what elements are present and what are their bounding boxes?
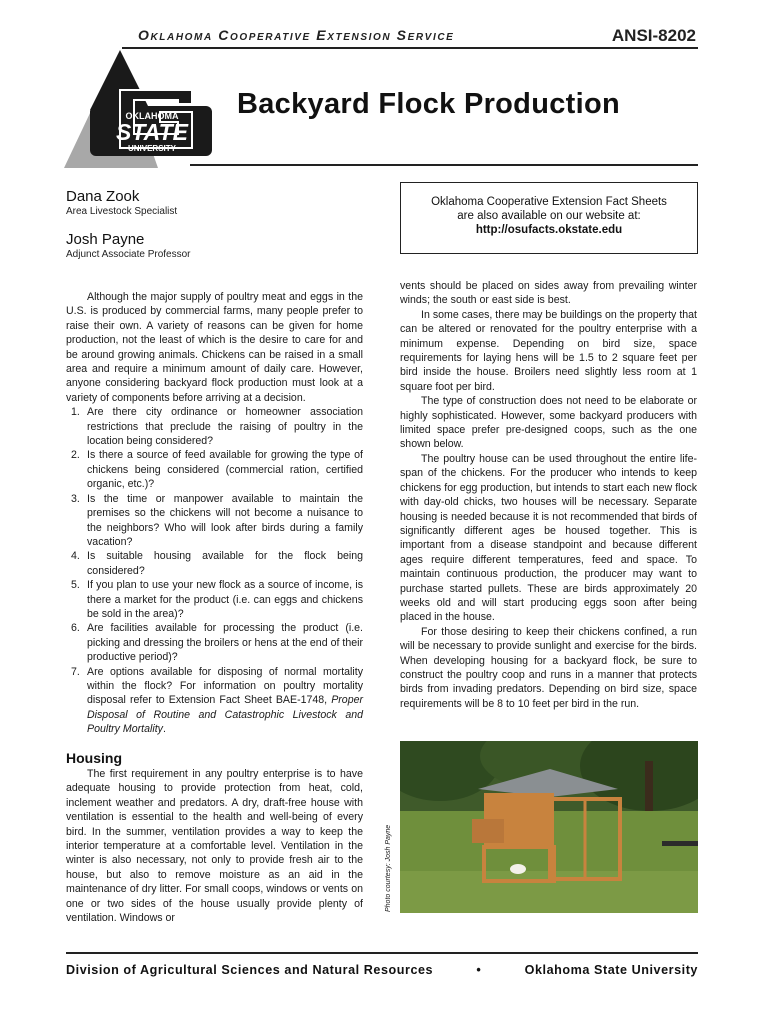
logo-bottom-text: UNIVERSITY (127, 144, 177, 153)
list-item-text: If you plan to use your new flock as a source of income, is there a market for the product (i.e. can eggs and chickens be sold in the area)? (87, 579, 363, 620)
photo-coop-nest-box (472, 819, 504, 843)
body-paragraph: The poultry house can be used throughout the entire life-span of the chickens. For the producer who intends to keep chickens for egg production, but intends to start each new flock with day-old chicks, two houses will be necessary. Separate housing is needed because it is not recommended that birds of significantly different ages be housed together. This is important from a disease standpoint and because different ages require different temperatures, feed and space. To maintain continuous production, the producer may want to purchase started pullets. These are birds approximately 20 weeks old and will start producing eggs soon after being placed in the house. (400, 452, 697, 624)
body-paragraph: The type of construction does not need to be elaborate or highly sophisticated. However, some backyard producers with limited space prefer pre-designed coops, such as the one shown below. (400, 395, 697, 451)
author-role: Area Livestock Specialist (66, 206, 178, 217)
logo-middle-text: STATE (116, 119, 188, 145)
page-title: Backyard Flock Production (237, 88, 620, 120)
author-name: Dana Zook (66, 188, 140, 205)
list-item (66, 621, 363, 664)
photo-picnic-table (662, 841, 698, 846)
intro-paragraph: Although the major supply of poultry meat and eggs in the U.S. is produced by commercial farms, many people prefer to raise their own. A variety of reasons can be given for home production, not the least of which is the desire to care for and be around growing animals. Chickens can be raised in a small area and require a minimum amount of daily care. However, anyone considering backyard flock production must look at a variety of components before arriving at a decision. (66, 291, 363, 404)
left-column (66, 290, 363, 925)
body-paragraph: In some cases, there may be buildings on the property that can be altered or renovated for the poultry enterprise with a minimum expense. Depending on bird size, space requirements for laying hens will be 1.5 to 2 square feet per bird inside the house. Broilers need slightly less room at 1 square foot per bird. (400, 308, 697, 393)
chicken-coop-photo (400, 741, 698, 913)
chicken-coop-illustration (400, 741, 698, 913)
list-item (66, 405, 363, 448)
list-item-number: 2. (71, 449, 80, 462)
photo-chicken (510, 864, 526, 874)
footer-rule (66, 952, 698, 954)
list-item (66, 549, 363, 578)
list-item (66, 492, 363, 550)
list-item-text: Are facilities available for processing the product (i.e. picking and dressing the broilers or hens at the end of their productive period)? (87, 622, 363, 664)
list-item-text: Is the time or manpower available to maintain the premises so the chickens will not become a nuisance to the neighbors? Who will look after birds during a family vacation? (87, 492, 363, 548)
list-item (66, 665, 363, 737)
author-role: Adjunct Associate Professor (66, 249, 191, 260)
list-item (66, 448, 363, 491)
list-item-number: 6. (71, 622, 80, 635)
list-item (66, 578, 363, 621)
body-paragraph: For those desiring to keep their chickens confined, a run will be necessary to provide sunlight and exercise for the birds. When developing housing for a backyard flock, be sure to construct the poultry coop and runs in a manner that protects birds from invading predators. Depending on bird size, space requirements will be 8 to 10 feet per bird in the run. (400, 625, 697, 710)
list-item-number: 1. (71, 406, 80, 419)
continuation-paragraph: vents should be placed on sides away from prevailing winter winds; the south or east side is best. (400, 280, 697, 307)
list-item-text: Is suitable housing available for the flock being considered? (87, 550, 363, 577)
website-box (400, 182, 698, 254)
website-box-line1: Oklahoma Cooperative Extension Fact Sheets (431, 196, 667, 208)
photo-credit: Photo courtesy: Josh Payne (385, 824, 392, 912)
list-item-text: Are there city ordinance or homeowner association restrictions that preclude the raising of poultry in the location being considered? (87, 406, 363, 448)
website-url-link[interactable]: http://osufacts.okstate.edu (475, 224, 623, 236)
footer-university: Oklahoma State University (524, 963, 698, 977)
website-box-line2: are also available on our website at: (457, 210, 641, 222)
author-block (66, 188, 177, 217)
series-name: Oklahoma Cooperative Extension Service (138, 27, 455, 43)
author-block (66, 231, 191, 260)
list-item-tail: . (162, 723, 166, 736)
footer (66, 963, 698, 977)
list-item-number: 7. (71, 665, 80, 678)
footer-bullet: • (476, 963, 482, 977)
list-item-text: Are options available for disposing of normal mortality within the flock? For information on poultry mortality disposal refer to Extension Fact Sheet BAE-1748, (87, 665, 363, 707)
list-item-number: 4. (71, 550, 80, 563)
list-item-number: 3. (71, 492, 80, 505)
logo-top-text: OKLAHOMA (125, 111, 179, 121)
section-heading-housing: Housing (66, 749, 122, 766)
header-rule-bottom (190, 164, 698, 166)
osu-logo (60, 46, 220, 172)
fact-sheet-reference-title: Proper Disposal of Routine and Catastrophic Livestock and Poultry Mortality (87, 694, 363, 736)
list-item-number: 5. (71, 579, 80, 592)
footer-division: Division of Agricultural Sciences and Natural Resources (66, 963, 434, 977)
right-column (400, 279, 697, 711)
author-name: Josh Payne (66, 231, 145, 248)
considerations-list (66, 405, 363, 736)
housing-paragraph: The first requirement in any poultry enterprise is to have adequate housing to provide protection from heat, cold, inclement weather and predators. A dry, draft-free house with ventilation is essential to the health and well-being of every bird. In the summer, ventilation provides a way to keep the interior temperature at a comfortable level. Ventilation in the winter is also necessary, not only to provide fresh air to the house, but also to remove moisture as an aid in the maintenance of dry litter. For small coops, windows or vents on one or two sides of the house usually provide plenty of ventilation. Windows or (66, 768, 363, 925)
list-item-text: Is there a source of feed available for growing the type of chickens being considered (commercial ration, certified organic, etc.)? (87, 449, 363, 491)
fact-sheet-id: ANSI-8202 (611, 26, 696, 45)
